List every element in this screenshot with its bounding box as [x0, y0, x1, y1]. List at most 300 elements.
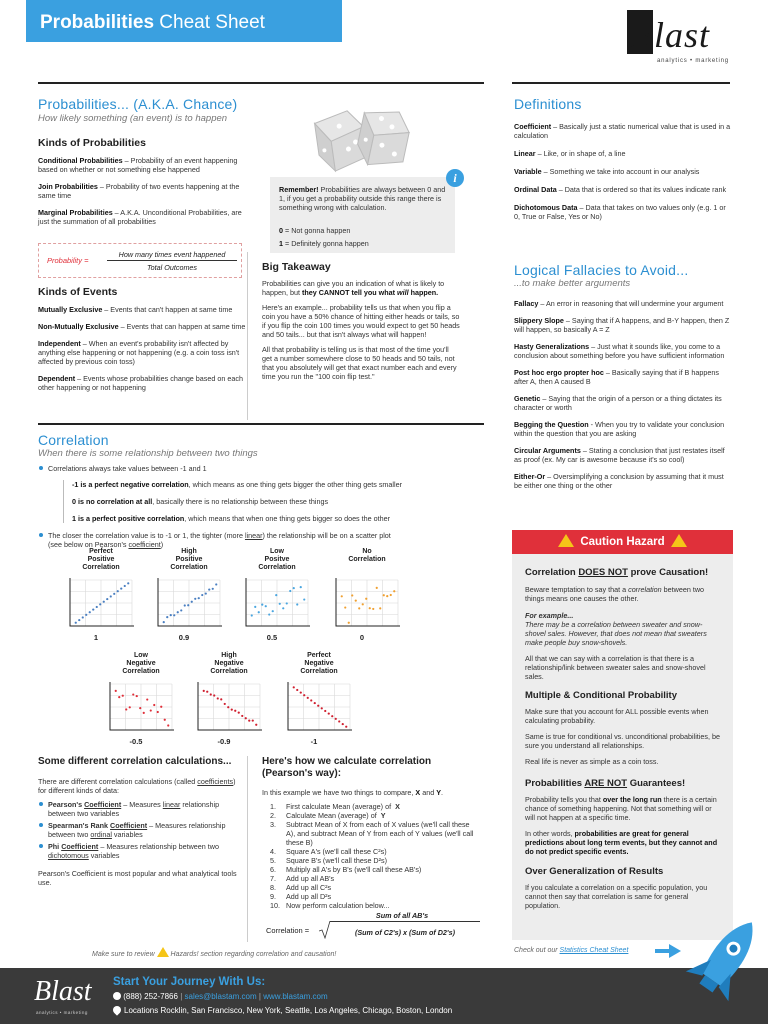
scatter-point [139, 707, 141, 709]
phone-icon [113, 992, 121, 1000]
scatter-point [338, 720, 340, 722]
scatter-point [248, 720, 250, 722]
definition-item [514, 149, 732, 158]
logo-tagline: analytics • marketing [657, 58, 729, 64]
logo-text: Blast [631, 15, 711, 55]
event-item [38, 322, 248, 331]
scatter-point [341, 595, 343, 597]
scatter-point [300, 586, 302, 588]
step-text [286, 883, 333, 892]
remember-body: Probabilities are always between 0 and 1, if you get a probability outside this range there is something wrong with calculation. [279, 185, 446, 212]
scatter-point [82, 616, 84, 618]
scatter-point [118, 696, 120, 698]
footer [0, 968, 768, 1024]
caution-p2: All that we can say with a correlation is that there is a relationship/link between sweater sales and snow-shovel sales. [525, 654, 706, 681]
step-number: 4. [270, 847, 276, 856]
bullet2-c: (see below on Pearson's [48, 540, 129, 549]
probabilities-subtitle: How likely something (an event) is to happen [38, 113, 228, 124]
corr-numerator: Sum of all AB's [375, 911, 429, 920]
fallacy-item-term: Post hoc ergo propter hoc [514, 368, 604, 377]
caution-h4: Over Generalization of Results [525, 866, 664, 877]
scatter-point [379, 607, 381, 609]
scale-zero-bold: 0 is no correlation at all [72, 497, 153, 506]
zero-text: = Not gonna happen [283, 226, 351, 235]
scatter-point [238, 712, 240, 714]
page-title [40, 12, 265, 34]
probability-formula [38, 243, 242, 278]
scatter-point [110, 595, 112, 597]
caution-example-text: There may be a correlation between sweater and snow-shovel sales. However, that does not mean that sweaters make people buy snow-shovels. [525, 620, 707, 647]
remember-one [279, 239, 369, 248]
scatter-point [124, 585, 126, 587]
plot-value: -1 [310, 737, 318, 746]
scatter-point [272, 610, 274, 612]
step-body: Add up all C²s [286, 883, 332, 892]
scatter-point [177, 611, 179, 613]
fallacy-item [514, 394, 732, 412]
caution-h1c: prove Causation! [627, 567, 709, 578]
footer-web[interactable]: www.blastam.com [263, 992, 328, 1001]
caution-p7a: In other words, [525, 829, 575, 838]
scatter-plot-graph [284, 682, 354, 734]
scatter-point [355, 600, 357, 602]
caution-p1c: between two things means one causes the other. [525, 585, 705, 603]
scatter-point [99, 603, 101, 605]
divider-left-top [38, 82, 484, 84]
statistics-cheat-sheet-link[interactable]: Statistics Cheat Sheet [559, 947, 629, 954]
event-item-def: – Events that can't happen at same time [102, 305, 233, 314]
caution-p1b: correlation [628, 585, 662, 594]
scatter-point [187, 604, 189, 606]
plot-axes [336, 578, 400, 626]
pearson-section [262, 756, 480, 910]
step-body: Add up all D²s [286, 892, 332, 901]
caution-p6a: Probability tells you that [525, 795, 603, 804]
fallacy-item [514, 420, 732, 438]
plot-value: -0.9 [217, 737, 231, 746]
scatter-point [344, 606, 346, 608]
calc-def-rest: variables [111, 830, 143, 839]
scatter-point [210, 693, 212, 695]
scatter-point [170, 614, 172, 616]
fallacy-item-term: Fallacy [514, 299, 539, 308]
step-number: 2. [270, 811, 276, 820]
scatter-point [103, 601, 105, 603]
scatter-plot [56, 548, 146, 642]
probabilities-section [38, 96, 248, 234]
fallacy-item-term: Either-Or [514, 472, 546, 481]
step-body: Multiply all A's by B's (we'll call these AB's) [286, 865, 422, 874]
calc-def: – Measures relationship between two [98, 842, 219, 851]
step-body: First calculate Mean (average) of [286, 802, 394, 811]
scatter-point [335, 718, 337, 720]
step-number: 7. [270, 874, 276, 883]
footer-locations-text: Locations Rocklin, San Francisco, New York, Seattle, Los Angeles, Chicago, Boston, London [124, 1006, 453, 1015]
scatter-plot [184, 652, 274, 746]
scatter-point [261, 604, 263, 606]
scatter-point [279, 603, 281, 605]
step-number: 6. [270, 865, 276, 874]
fallacies-subtitle: ...to make better arguments [514, 278, 631, 289]
scatter-point [212, 588, 214, 590]
scatter-point [194, 598, 196, 600]
scatter-point [310, 699, 312, 701]
scatter-point [303, 694, 305, 696]
bullet2-d: ) [160, 540, 164, 549]
calc-def-link[interactable]: dichotomous [48, 851, 89, 860]
caution-box [512, 530, 733, 940]
definition-item-term: Ordinal Data [514, 185, 557, 194]
scatter-point [167, 724, 169, 726]
takeaway-heading: Big Takeaway [262, 261, 331, 273]
caution-p8: If you calculate a correlation on a specific population, you cannot then say that correlation is same for general population. [525, 883, 708, 910]
scatter-point [286, 602, 288, 604]
definition-item-term: Linear [514, 149, 536, 158]
scatter-plot-graph [154, 578, 224, 630]
calc-def: – Measures [121, 800, 163, 809]
definition-item-term: Dichotomous Data [514, 203, 578, 212]
caution-p6 [525, 795, 721, 822]
scatter-point [180, 609, 182, 611]
scatter-point [317, 705, 319, 707]
title-light: Cheat Sheet [154, 12, 265, 33]
step-var: X [395, 802, 400, 811]
caution-p4: Same is true for conditional vs. unconditional probabilities, be sure you understand all relationships. [525, 732, 720, 750]
kinds-events-heading: Kinds of Events [38, 286, 118, 298]
remember-lead: Remember! [279, 185, 319, 194]
probability-item [38, 208, 248, 226]
step-text [286, 874, 336, 883]
calcs-heading: Some different correlation calculations... [38, 756, 232, 767]
definition-item-def: – Data that is ordered so that its values indicate rank [556, 185, 727, 194]
pearson-x: X [415, 788, 421, 797]
scatter-point [92, 608, 94, 610]
scatter-point [106, 598, 108, 600]
fallacies-section [514, 262, 732, 498]
fallacy-item-term: Begging the Question [514, 420, 589, 429]
scatter-point [372, 608, 374, 610]
scatter-point [203, 690, 205, 692]
caution-h1b: DOES NOT [578, 567, 628, 578]
fallacies-list [514, 299, 732, 490]
scatter-point [345, 726, 347, 728]
footer-email[interactable]: sales@blastam.com [184, 992, 257, 1001]
scatter-point [136, 695, 138, 697]
plot-value: -0.5 [129, 737, 143, 746]
scatter-point [252, 719, 254, 721]
step-text [286, 865, 423, 874]
footer-contact: (888) 252-7866 | sales@blastam.com | www.blastam.com [113, 992, 328, 1001]
scatter-point [184, 604, 186, 606]
caution-h3b: ARE NOT [584, 778, 628, 789]
scatter-point [328, 712, 330, 714]
scatter-point [390, 594, 392, 596]
divider-correlation [38, 423, 484, 425]
plot-label: High Positive Correlation [170, 548, 208, 571]
scale-negative [72, 480, 478, 489]
scatter-point [173, 614, 175, 616]
plot-axes [198, 682, 262, 730]
calc-term: Phi [48, 842, 62, 851]
fallacy-item [514, 368, 732, 386]
fallacy-item-def: – Basically saying that if B happens after A, then A caused B [514, 368, 719, 386]
fallacy-item-term: Circular Arguments [514, 446, 581, 455]
calc-coefficient-link[interactable]: Coefficient [61, 842, 99, 851]
scatter-point [132, 693, 134, 695]
scatter-point [303, 598, 305, 600]
probability-item-term: Join Probabilities [38, 182, 98, 191]
step-body: Add up all AB's [286, 874, 335, 883]
column-divider-2 [247, 756, 248, 942]
scatter-plot-graph [106, 682, 176, 734]
pearson-intro-c: . [441, 788, 444, 797]
event-item [38, 339, 248, 366]
hazard-small-icon [157, 947, 169, 957]
pearson-step [270, 802, 480, 811]
calc-term: Spearman's Rank [48, 821, 111, 830]
scatter-point [296, 689, 298, 691]
pearson-step [270, 856, 480, 865]
correlation-bullets-2 [38, 531, 478, 549]
scatter-point [217, 697, 219, 699]
plot-axes [158, 578, 222, 626]
scatter-point [245, 717, 247, 719]
step-body: Subtract Mean of X from each of X values (we'll call these A), and subtract Mean of Y from each of Y values (we'll call these B) [286, 820, 474, 847]
kinds-probabilities-heading: Kinds of Probabilities [38, 137, 146, 149]
footer-phone[interactable]: (888) 252-7866 [123, 992, 178, 1001]
pearson-step [270, 865, 480, 874]
scatter-point [146, 698, 148, 700]
fallacy-item [514, 446, 732, 464]
scatter-point [358, 607, 360, 609]
footer-locations [113, 1006, 452, 1015]
step-number: 8. [270, 883, 276, 892]
pearson-step [270, 847, 480, 856]
plot-axes [246, 578, 310, 626]
correlation-bullet-closer [38, 531, 478, 549]
coefficient-link[interactable]: coefficient [128, 540, 161, 549]
scatter-point [198, 597, 200, 599]
caution-example-head: For example... [525, 611, 574, 620]
scatter-point [241, 715, 243, 717]
one-text: = Definitely gonna happen [283, 239, 369, 248]
scatter-point [150, 709, 152, 711]
scatter-point [365, 598, 367, 600]
plot-label: Perfect Negative Correlation [300, 652, 338, 675]
scatter-point [342, 723, 344, 725]
fallacy-item-def: – Saying that if A happens, and B-Y happen, then Z will happen, so basically A = Z [514, 316, 730, 334]
probabilities-title: Probabilities... (A.K.A. Chance) [38, 96, 238, 112]
calc-item [38, 821, 243, 839]
fallacy-item [514, 342, 732, 360]
definition-item-def: – Like, or in shape of, a line [535, 149, 626, 158]
definition-item-def: – Data that takes on two values only (e.g. 1 or 0, True or False, Yes or No) [514, 203, 726, 221]
definition-item-def: – Something we take into account in our analysis [541, 167, 700, 176]
probability-item [38, 156, 248, 174]
plot-label: Low Negative Correlation [122, 652, 160, 675]
takeaway-p3: All that probability is telling us is that most of the time you'll get a number somewhere close to 50 heads and 50 tails, not that you absolutely will get that exact number each and every time you run the "100 coin flip test." [262, 345, 457, 381]
pearson-intro [262, 788, 480, 797]
scatter-point [351, 594, 353, 596]
coefficients-link[interactable]: coefficients [197, 777, 234, 786]
caution-banner [512, 530, 733, 554]
scatter-point [213, 694, 215, 696]
probability-item-def: – A.K.A. Unconditional Probabilities, are just the summation of all probabilities [38, 208, 242, 226]
calc-coefficient-link[interactable]: Coefficient [110, 821, 148, 830]
caution-p1a: Beware temptation to say that a [525, 585, 629, 594]
step-text [286, 856, 389, 865]
dice-icon [295, 95, 435, 175]
scatter-point [205, 592, 207, 594]
calc-item [38, 800, 243, 818]
caution-p6c: there is a certain chance of something happening. Not that something will or will not happen at a specific time. [525, 795, 717, 822]
correlation-formula [262, 906, 480, 942]
scatter-point [208, 588, 210, 590]
scatter-point [293, 587, 295, 589]
fallacy-item-def: – Oversimplifying a conclusion by assuming that it must be either one thing or the other [514, 472, 724, 490]
probability-item-term: Marginal Probabilities [38, 208, 113, 217]
correlation-scale [63, 480, 478, 523]
event-item-term: Mutually Exclusive [38, 305, 103, 314]
scatter-point [143, 712, 145, 714]
scatter-point [321, 707, 323, 709]
formula-denominator: Total Outcomes [146, 263, 198, 272]
scale-zero [72, 497, 478, 506]
zero-number: 0 [279, 226, 283, 235]
formula-label: Probability = [47, 256, 89, 265]
scatter-point [307, 697, 309, 699]
calc-def: – Measures relationship between two [48, 821, 226, 839]
scatter-point [268, 613, 270, 615]
scatter-point [254, 606, 256, 608]
calc-def-link[interactable]: linear [162, 800, 181, 809]
definition-item [514, 185, 732, 194]
takeaway-p1 [262, 279, 460, 297]
step-text [286, 811, 385, 820]
scale-negative-bold: -1 is a perfect negative correlation [72, 480, 189, 489]
correlation-bullets [38, 464, 478, 473]
definition-item [514, 122, 732, 140]
scatter-point [231, 708, 233, 710]
takeaway-p1b: they CANNOT tell you what [301, 288, 398, 297]
event-item-term: Non-Mutually Exclusive [38, 322, 119, 331]
step-number: 3. [270, 820, 276, 829]
scatter-point [215, 583, 217, 585]
step-text [286, 847, 389, 856]
title-bold: Probabilities [40, 12, 155, 33]
scatter-point [115, 690, 117, 692]
scatter-point [113, 593, 115, 595]
scatter-point [251, 614, 253, 616]
footnote-left-b: Hazards! section regarding correlation and causation! [168, 951, 337, 958]
scatter-point [376, 587, 378, 589]
scatter-point [258, 611, 260, 613]
calcs-intro-b: ) for different kinds of data: [38, 777, 236, 795]
event-item-def: – When an event's probability isn't affected by anything else happening or not happening (e.g. a coin toss isn't affected by previous coin toss) [38, 339, 240, 366]
footer-logo [34, 976, 104, 1020]
one-number: 1 [279, 239, 283, 248]
definition-item-term: Coefficient [514, 122, 552, 131]
event-item-def: – Events whose probabilities change based on each other happening or not happening [38, 374, 243, 392]
hazard-icon-2 [671, 534, 687, 547]
fallacy-item-def: - When you try to validate your conclusion within the question that you are asking [514, 420, 725, 438]
caution-h3 [525, 778, 721, 789]
caution-p7 [525, 829, 721, 856]
caution-h3a: Probabilities [525, 778, 585, 789]
corr-bar [330, 921, 480, 922]
fallacy-item-term: Slippery Slope [514, 316, 564, 325]
definition-item-def: – Basically just a static numerical value that is used in a calculation [514, 122, 731, 140]
formula-numerator: How many times event happened [118, 250, 226, 259]
scatter-point [224, 703, 226, 705]
probability-item-def: – Probability of two events happening at the same time [38, 182, 240, 200]
plot-axes [110, 682, 174, 730]
plot-label: No Correlation [348, 548, 386, 563]
scatter-point [191, 601, 193, 603]
fallacy-item [514, 299, 732, 308]
scatter-point [331, 715, 333, 717]
scatter-plot [322, 548, 412, 642]
calc-def-link[interactable]: ordinal [90, 830, 112, 839]
events-list [38, 305, 248, 392]
scatter-plot [96, 652, 186, 746]
plot-value: 1 [93, 633, 99, 642]
fallacy-item-def: – Stating a conclusion that just restates itself as proof (ex. My car is awesome because it's so cool) [514, 446, 725, 464]
calcs-section [38, 756, 243, 887]
linear-link[interactable]: linear [244, 531, 263, 540]
footnote-left [92, 947, 336, 958]
step-var: Y [380, 811, 386, 820]
calc-coefficient-link[interactable]: Coefficient [84, 800, 122, 809]
takeaway-p1a: Probabilities can give you an indication of what is likely to happen, but [262, 279, 445, 297]
scale-positive-rest: , which means that when one thing gets bigger so does the other [184, 514, 391, 523]
scatter-point [369, 607, 371, 609]
calc-item [38, 842, 243, 860]
plot-value: 0 [359, 633, 365, 642]
scatter-point [96, 606, 98, 608]
step-number: 10. [270, 901, 280, 910]
takeaway-p2: Here's an example... probability tells us that when you flip a coin you have a 50% chance of hitting either heads or tails, so if you flip the coin 100 times you would expect to get 50 heads and 50 tails... but that isn't always what will happen! [262, 303, 460, 339]
step-text [286, 802, 400, 811]
scatter-point [163, 621, 165, 623]
fallacy-item-def: – Just what it sounds like, you come to a conclusion about something before you have sufficient information [514, 342, 725, 360]
event-item-def: – Events that can happen at same time [118, 322, 246, 331]
correlation-bullet-range: Correlations always take values between -1 and 1 [38, 464, 478, 473]
takeaway-p1d: happen. [408, 288, 439, 297]
scatter-point [85, 614, 87, 616]
takeaway-p1c: will [397, 288, 409, 297]
scatter-point [117, 590, 119, 592]
scatter-point [166, 616, 168, 618]
scatter-point [275, 594, 277, 596]
scatter-point [89, 611, 91, 613]
footnote-left-a: Make sure to review [92, 951, 157, 958]
event-item-term: Dependent [38, 374, 76, 383]
pearson-step [270, 820, 480, 847]
scatter-plot-graph [66, 578, 136, 630]
corr-label: Correlation = [266, 926, 310, 935]
takeaway-section [262, 261, 460, 381]
footnote-right-a: Check out our [514, 947, 560, 954]
scatter-point [324, 710, 326, 712]
definition-item [514, 167, 732, 176]
fallacy-item [514, 316, 732, 334]
scatter-point [386, 595, 388, 597]
corr-denominator: (Sum of C2's) x (Sum of D2's) [354, 928, 456, 937]
caution-p5: Real life is never as simple as a coin toss. [525, 757, 659, 766]
info-icon: i [446, 169, 464, 187]
header-banner [26, 0, 342, 42]
